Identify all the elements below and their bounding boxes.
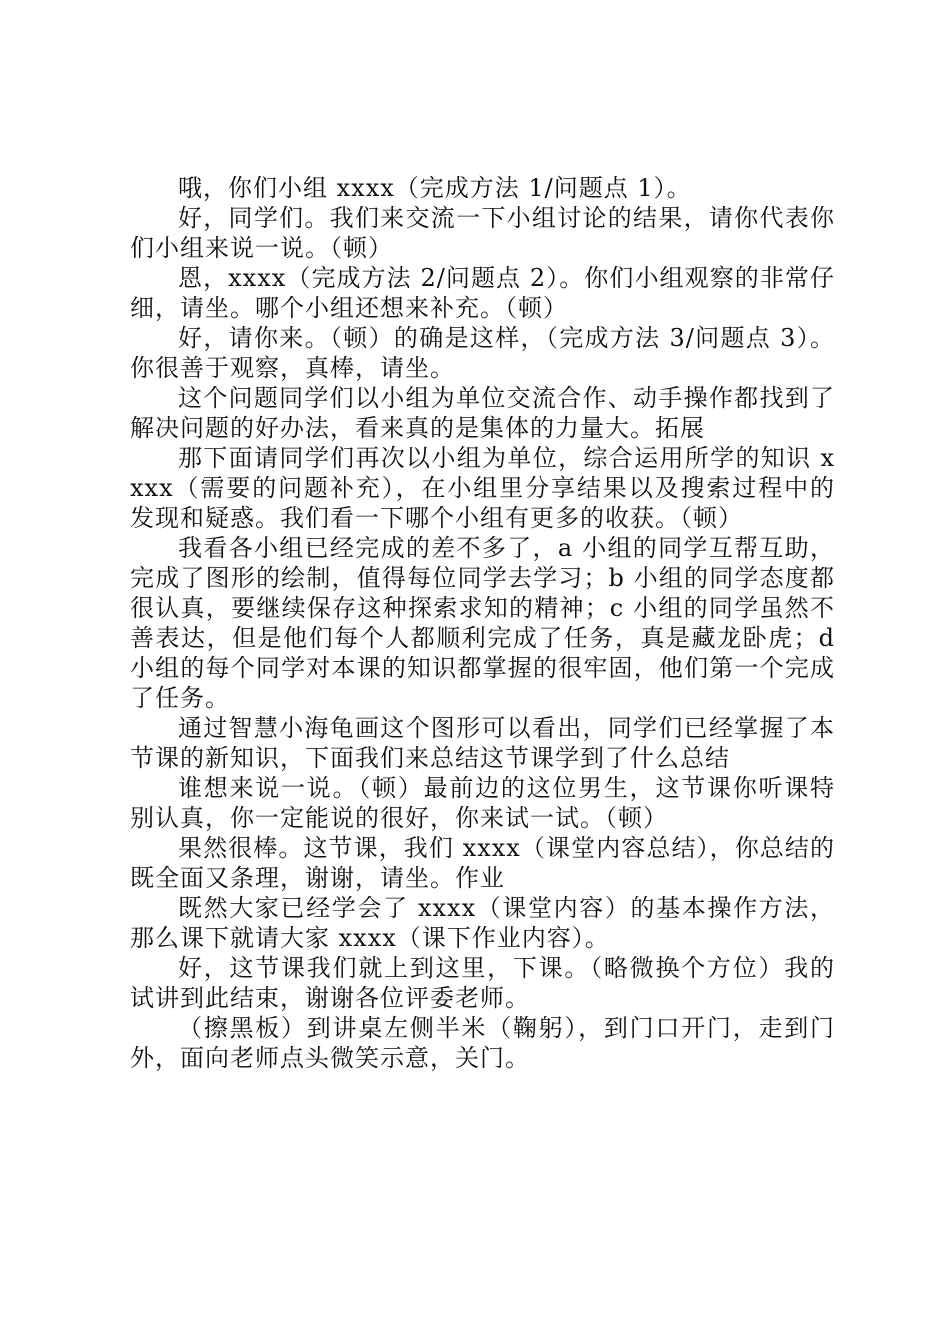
paragraph-3: 恩，xxxx（完成方法 2/问题点 2）。你们小组观察的非常仔细，请坐。哪个小组还想来补充。（顿）	[130, 264, 835, 322]
paragraph-12: 好，这节课我们就上到这里，下课。（略微换个方位）我的试讲到此结束，谢谢各位评委老师。	[130, 954, 835, 1012]
paragraph-8: 通过智慧小海龟画这个图形可以看出，同学们已经掌握了本节课的新知识，下面我们来总结这节课学到了什么总结	[130, 714, 835, 772]
paragraph-7: 我看各小组已经完成的差不多了，a 小组的同学互帮互助，完成了图形的绘制，值得每位同学去学习；b 小组的同学态度都很认真，要继续保存这种探索求知的精神；c 小组的同学虽然不善表达，但是他们每个人都顺利完成了任务，真是藏龙卧虎；d 小组的每个同学对本课的知识都掌握的很牢固，他们第一个完成了任务。	[130, 534, 835, 712]
document-body	[130, 173, 835, 1073]
paragraph-4: 好，请你来。（顿）的确是这样，（完成方法 3/问题点 3）。你很善于观察，真棒，请坐。	[130, 324, 835, 382]
paragraph-9: 谁想来说一说。（顿）最前边的这位男生，这节课你听课特别认真，你一定能说的很好，你来试一试。（顿）	[130, 774, 835, 832]
paragraph-11: 既然大家已经学会了 xxxx（课堂内容）的基本操作方法，那么课下就请大家 xxxx（课下作业内容）。	[130, 894, 835, 952]
paragraph-2: 好，同学们。我们来交流一下小组讨论的结果，请你代表你们小组来说一说。（顿）	[130, 204, 835, 262]
paragraph-5: 这个问题同学们以小组为单位交流合作、动手操作都找到了解决问题的好办法，看来真的是集体的力量大。拓展	[130, 384, 835, 442]
paragraph-13: （擦黑板）到讲桌左侧半米（鞠躬），到门口开门，走到门外，面向老师点头微笑示意，关门。	[130, 1014, 835, 1072]
paragraph-1: 哦，你们小组 xxxx（完成方法 1/问题点 1）。	[178, 174, 692, 202]
paragraph-6: 那下面请同学们再次以小组为单位，综合运用所学的知识 xxxx（需要的问题补充），在小组里分享结果以及搜索过程中的发现和疑惑。我们看一下哪个小组有更多的收获。（顿）	[130, 444, 835, 532]
paragraph-10: 果然很棒。这节课，我们 xxxx（课堂内容总结），你总结的既全面又条理，谢谢，请坐。作业	[130, 834, 835, 892]
